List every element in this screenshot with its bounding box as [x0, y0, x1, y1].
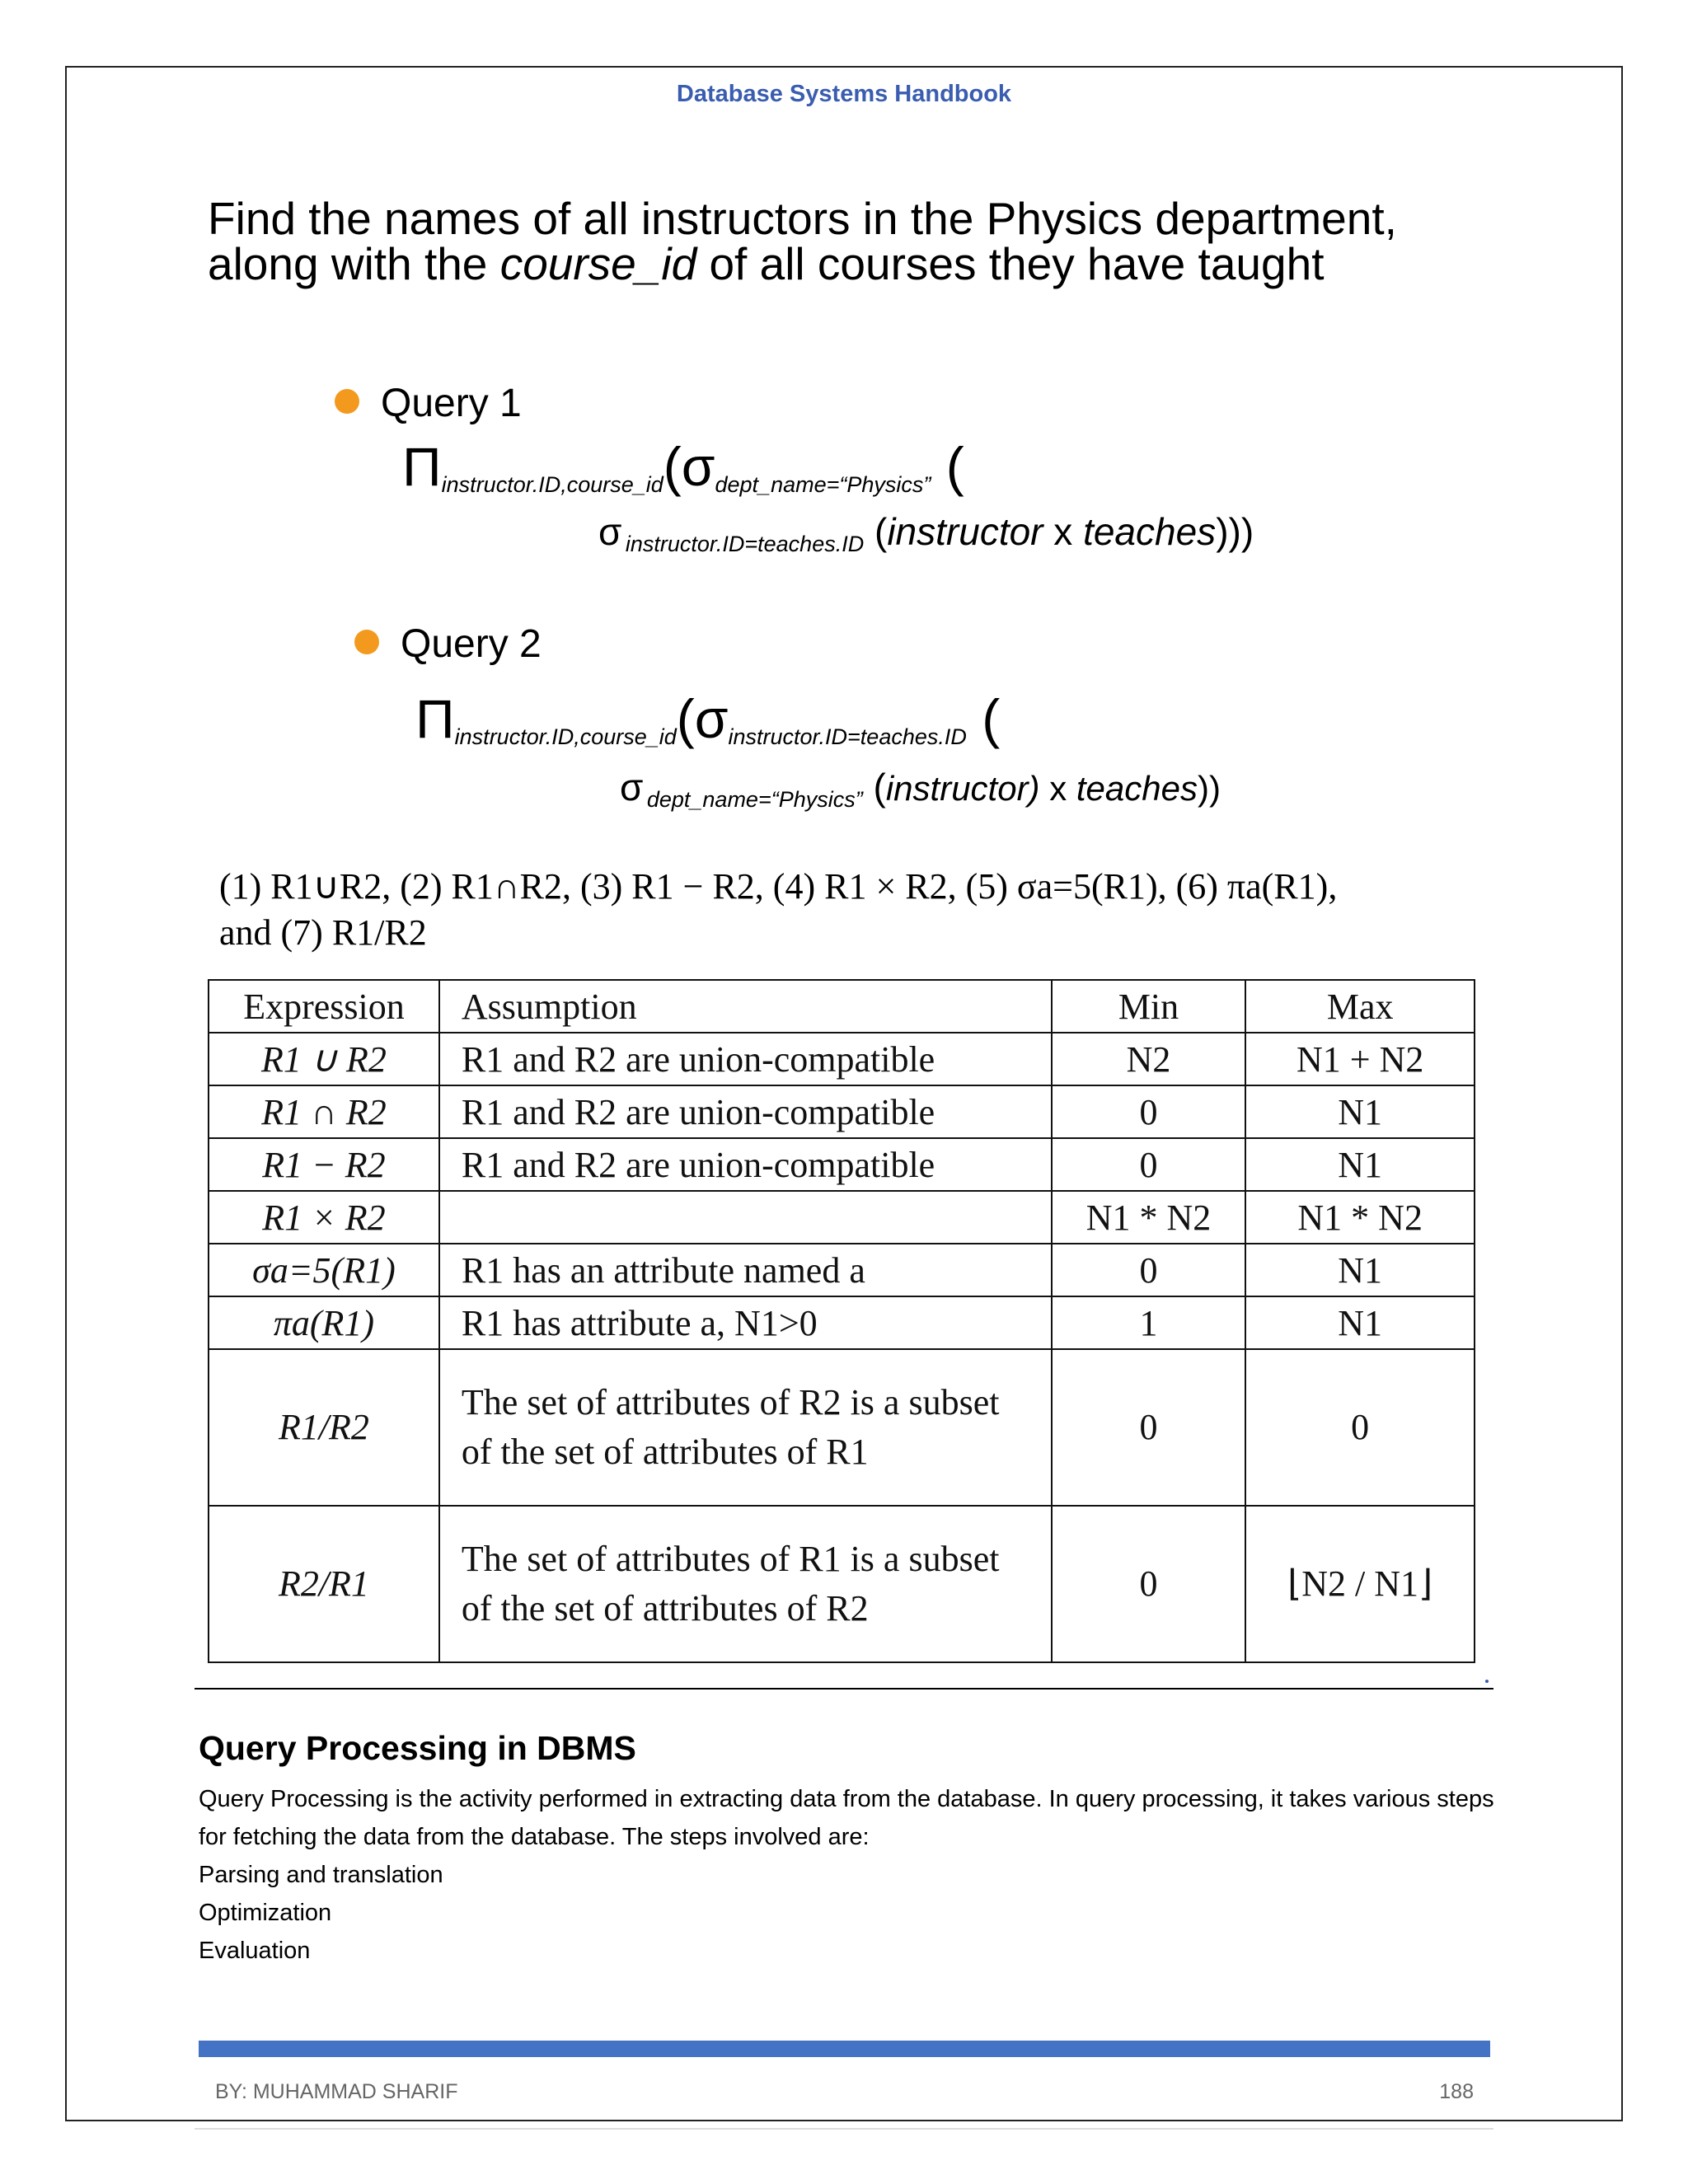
sigma-symbol: σ [694, 688, 729, 749]
table-row [209, 1191, 1475, 1244]
min-cell: N2 [1052, 1033, 1246, 1085]
cross-product: x [1039, 769, 1076, 808]
paren: ( [663, 436, 682, 497]
slide-title [208, 193, 1510, 289]
operations-list [219, 864, 1489, 956]
list-item: Optimization [199, 1900, 332, 1926]
title-text: of all courses they have taught [696, 238, 1325, 289]
cross-product: x [1043, 510, 1084, 553]
assumption-cell: R1 has attribute a, N1>0 [439, 1296, 1052, 1349]
divider-dot [1485, 1680, 1489, 1683]
column-header-expression: Expression [209, 980, 439, 1033]
assumption-cell: The set of attributes of R1 is a subset of the set of attributes of R2 [439, 1506, 1052, 1662]
query-2-label: Query 2 [401, 622, 542, 666]
min-cell: 0 [1052, 1244, 1246, 1296]
slide-title-line-1: Find the names of all instructors in the Physics department, [208, 193, 1397, 244]
max-cell: 0 [1245, 1349, 1475, 1506]
sigma-symbol: σ [620, 766, 644, 808]
max-cell: N1 [1245, 1244, 1475, 1296]
section-body [199, 1780, 1501, 1970]
section-divider [195, 1688, 1493, 1690]
paren: )) [1198, 769, 1221, 808]
assumption-cell [439, 1191, 1052, 1244]
title-emphasis: course_id [499, 238, 697, 289]
column-header-max: Max [1245, 980, 1475, 1033]
pi-subscript: instructor.ID,course_id [454, 724, 677, 749]
min-cell: N1 * N2 [1052, 1191, 1246, 1244]
expression-cell: σa=5(R1) [209, 1244, 439, 1296]
running-header: Database Systems Handbook [676, 81, 1012, 107]
expression-cell: R2/R1 [209, 1506, 439, 1662]
min-cell: 0 [1052, 1138, 1246, 1191]
min-cell: 1 [1052, 1296, 1246, 1349]
column-header-assumption: Assumption [439, 980, 1052, 1033]
footer-author: BY: MUHAMMAD SHARIF [215, 2080, 458, 2103]
relation-teaches: teaches [1083, 510, 1217, 553]
title-text: along with the [208, 238, 500, 289]
operations-list-line-2: and (7) R1/R2 [219, 912, 427, 953]
table-row [209, 1138, 1475, 1191]
table-row [209, 1506, 1475, 1662]
paren: ( [864, 510, 888, 553]
bullet-icon [335, 389, 359, 414]
expression-cell: R1 ∪ R2 [209, 1033, 439, 1085]
expression-cell: R1 ∩ R2 [209, 1085, 439, 1138]
assumption-cell: The set of attributes of R2 is a subset of the set of attributes of R1 [439, 1349, 1052, 1506]
query-1-label: Query 1 [381, 382, 522, 425]
relation-instructor: instructor) [885, 769, 1040, 808]
expression-cell: πa(R1) [209, 1296, 439, 1349]
expression-cell: R1 × R2 [209, 1191, 439, 1244]
cardinality-table [208, 979, 1475, 1663]
column-header-min: Min [1052, 980, 1246, 1033]
operations-list-line-1: (1) R1∪R2, (2) R1∩R2, (3) R1 − R2, (4) R1 × R2, (5) σa=5(R1), (6) πa(R1), [219, 866, 1338, 907]
table-row [209, 1244, 1475, 1296]
min-cell: 0 [1052, 1085, 1246, 1138]
table-row [209, 1349, 1475, 1506]
paren: ( [931, 436, 964, 497]
sigma-subscript: dept_name=“Physics” [715, 472, 931, 497]
sigma-symbol: σ [598, 510, 622, 553]
list-item: Evaluation [199, 1938, 311, 1964]
min-cell: 0 [1052, 1506, 1246, 1662]
query-2-formula-line-2 [620, 765, 1221, 813]
sigma-subscript: instructor.ID=teaches.ID [728, 724, 967, 749]
bullet-icon [354, 630, 379, 654]
query-1-formula-line-2 [598, 509, 1254, 557]
table-header-row [209, 980, 1475, 1033]
max-cell: N1 [1245, 1138, 1475, 1191]
max-cell: N1 [1245, 1085, 1475, 1138]
assumption-cell: R1 and R2 are union-compatible [439, 1138, 1052, 1191]
sigma-symbol: σ [681, 436, 715, 497]
query-1-formula-line-1 [402, 435, 964, 498]
section-heading: Query Processing in DBMS [199, 1729, 636, 1767]
max-cell: N1 * N2 [1245, 1191, 1475, 1244]
footer-bar [199, 2041, 1490, 2057]
assumption-cell: R1 and R2 are union-compatible [439, 1085, 1052, 1138]
min-cell: 0 [1052, 1349, 1246, 1506]
max-cell: N1 + N2 [1245, 1033, 1475, 1085]
paren: ( [862, 766, 886, 808]
relation-teaches: teaches [1076, 769, 1198, 808]
page-number: 188 [1439, 2080, 1474, 2103]
assumption-cell: R1 and R2 are union-compatible [439, 1033, 1052, 1085]
footer-rule [195, 2128, 1493, 2130]
paren: ( [676, 688, 695, 749]
paren: ))) [1216, 510, 1254, 553]
table-row [209, 1033, 1475, 1085]
pi-subscript: instructor.ID,course_id [441, 472, 663, 497]
query-2-formula-line-1 [415, 687, 1000, 750]
sigma-subscript: dept_name=“Physics” [646, 787, 863, 812]
max-cell: N1 [1245, 1296, 1475, 1349]
paragraph: Query Processing is the activity performed in extracting data from the database. In query processing, it takes various steps for fetching the data from the database. The steps involved are: [199, 1786, 1494, 1850]
paren: ( [966, 688, 1001, 749]
table-row [209, 1085, 1475, 1138]
table-row [209, 1296, 1475, 1349]
assumption-cell: R1 has an attribute named a [439, 1244, 1052, 1296]
sigma-subscript: instructor.ID=teaches.ID [625, 532, 865, 556]
expression-cell: R1 − R2 [209, 1138, 439, 1191]
slide-title-line-2 [208, 238, 1510, 289]
pi-symbol: Π [415, 688, 455, 749]
list-item: Parsing and translation [199, 1862, 443, 1888]
relation-instructor: instructor [887, 510, 1043, 553]
pi-symbol: Π [402, 436, 442, 497]
max-cell: ⌊N2 / N1⌋ [1245, 1506, 1475, 1662]
expression-cell: R1/R2 [209, 1349, 439, 1506]
